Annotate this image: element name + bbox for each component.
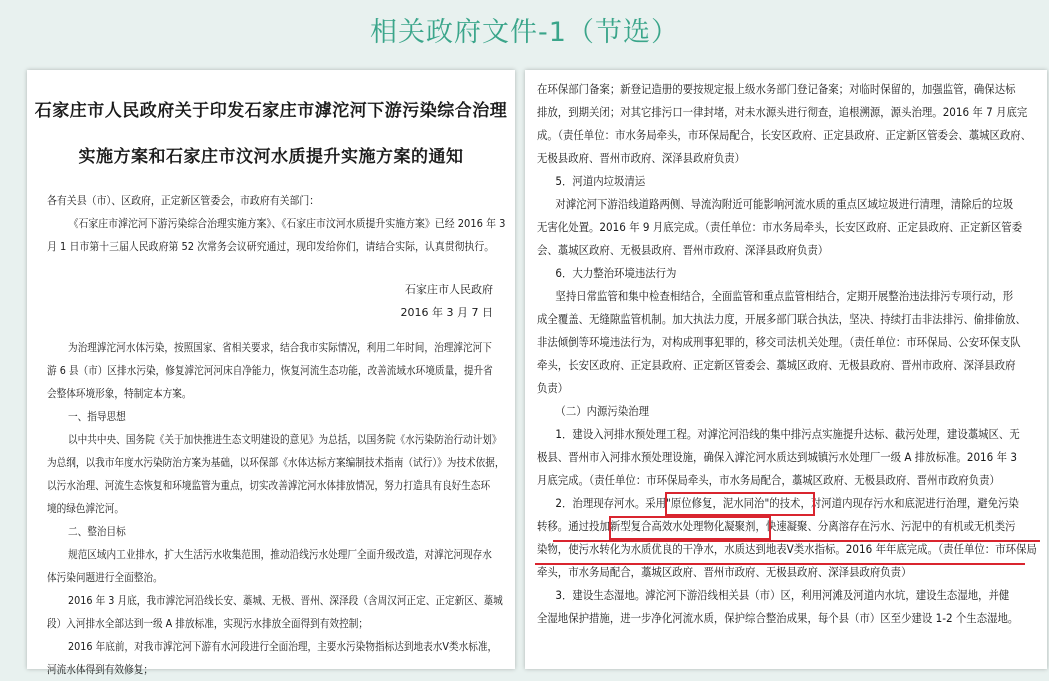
document-title-line-2: 实施方案和石家庄市汶河水质提升实施方案的通知 (78, 147, 464, 167)
text-line: 以污水治理、河流生态恢复和环境监管为重点，切实改善滹沱河水体排放情况，努力打造具有良好生态环 (47, 479, 491, 492)
highlighted-text-line: 染物，使污水转化为水质优良的干净水，水质达到地表Ⅴ类水指标。2016 年年底完成。（责任单位：市环保局 (537, 543, 1037, 556)
text-line: 境的绿色滹沱河。 (47, 502, 125, 515)
text-line: 会整体环境形象，特制定本方案。 (47, 387, 192, 400)
text-line: 为治理滹沱河水体污染，按照国家、省相关要求，结合我市实际情况，利用二年时间，治理滹沱河下 (68, 341, 492, 354)
text-line: 各有关县（市）、区政府，正定新区管委会，市政府有关部门： (47, 194, 320, 207)
highlight-box-technique (665, 492, 815, 516)
section-heading: 二、整治目标 (68, 525, 126, 538)
slide-title: 相关政府文件-1（节选） (370, 17, 679, 48)
text-line: 游 6 县（市）区排水污染，修复滹沱河河床自净能力，恢复河流生态功能，改善流域水环境质量，提升省 (47, 364, 493, 377)
section-heading: （二）内源污染治理 (555, 405, 650, 418)
text-line: 成。（责任单位：市水务局牵头，市环保局配合，长安区政府、正定县政府、正定新区管委会、藁城区政府、 (537, 129, 1032, 142)
body-text (537, 78, 1037, 630)
text-line: 2016 年 3 月底，我市滹沱河沿线长安、藁城、无极、晋州、深泽段（含周汉河正定、正定新区、藁城 (68, 594, 503, 607)
right-document-page (525, 70, 1047, 669)
text-line: 规范区域内工业排水，扩大生活污水收集范围，推动沿线污水处理厂全面升级改造，对滹沱河现存水 (68, 548, 492, 561)
text-line: 体污染问题进行全面整治。 (47, 571, 163, 584)
section-heading: 6．大力整治环境违法行为 (555, 267, 677, 280)
text-line: 全湿地保护措施，进一步净化河流水质，保护综合整治成果，每个县（市）区至少建设 1-2 个生态湿地。 (537, 612, 1019, 625)
underline-highlight (535, 563, 1025, 565)
left-document-page (27, 70, 515, 676)
intro-paragraph (47, 189, 505, 258)
text-line: 对滹沱河下游沿线道路两侧、导流沟附近可能影响河流水质的重点区域垃圾进行清理，清除后的垃圾 (555, 198, 1014, 211)
text-line: 月底完成。（责任单位：市环保局牵头，市水务局配合，藁城区政府、无极县政府、晋州市政府负责） (537, 474, 1000, 487)
text-line: 《石家庄市滹沱河下游污染综合治理实施方案》、《石家庄市汶河水质提升实施方案》已经 2016 年 3 (68, 217, 506, 230)
signature-org: 石家庄市人民政府 (405, 283, 493, 296)
text-line: 段）入河排水全部达到一级 A 排放标准，实现污水排放全面得到有效控制； (47, 617, 368, 630)
text-line: 负责） (537, 382, 569, 395)
text-line: 会、藁城区政府、无极县政府、晋州市政府、深泽县政府负责） (537, 244, 829, 257)
body-text (47, 336, 505, 681)
text-line: 无极县政府、晋州市政府、深泽县政府负责） (537, 152, 746, 165)
text-line: 无害化处置。2016 年 9 月底完成。（责任单位：市水务局牵头，长安区政府、正定县政府、正定新区管委 (537, 221, 1023, 234)
document-title-line-1: 石家庄市人民政府关于印发石家庄市滹沱河下游污染综合治理 (34, 101, 508, 121)
text-line: 非法倾倒等环境违法行为，对构成刑事犯罪的，移交司法机关处理。（责任单位：市环保局、公安环保支队 (537, 336, 1021, 349)
text-line: 月 1 日市第十三届人民政府第 52 次常务会议研究通过，现印发给你们，请结合实际，认真贯彻执行。 (47, 240, 495, 253)
text-line: 排放，到期关闭；对其它排污口一律封堵，对未水源头进行彻查，追根溯源，源头治理。2016 年 7 月底完 (537, 106, 1028, 119)
highlight-box-coagulant (609, 516, 771, 540)
text-line: 在环保部门备案；新登记造册的要按规定报上级水务部门登记备案；对临时保留的，加强监管，确保达标 (537, 83, 1016, 96)
text-line: 成全覆盖、无缝隙监管机制。加大执法力度，开展多部门联合执法，坚决、持续打击非法排污、偷排偷放、 (537, 313, 1026, 326)
text-line: 牵头，长安区政府、正定县政府、正定新区管委会、藁城区政府、无极县政府、晋州市政府、深泽县政府 (537, 359, 1016, 372)
signature-date: 2016 年 3 月 7 日 (400, 306, 493, 319)
text-line: 牵头，市水务局配合，藁城区政府、晋州市政府、无极县政府、深泽县政府负责） (537, 566, 912, 579)
text-line: 极县、晋州市入河排水预处理设施，确保入滹沱河水质达到城镇污水处理厂一级 A 排放标准。2016 年 3 (537, 451, 1017, 464)
text-line: 1．建设入河排水预处理工程。对滹沱河沿线的集中排污点实施提升达标、截污处理，建设藁城区、无 (555, 428, 1020, 441)
signature-block (401, 278, 493, 324)
section-heading: 5．河道内垃圾清运 (555, 175, 646, 188)
section-heading: 一、指导思想 (68, 410, 126, 423)
text-line: 2016 年底前，对我市滹沱河下游有水河段进行全面治理，主要水污染物指标达到地表水Ⅴ类水标准， (68, 640, 498, 653)
text-line: 坚持日常监管和集中检查相结合，全面监管和重点监管相结合，定期开展整治违法排污专项行动，形 (555, 290, 1014, 303)
highlighted-text-line: 转移。通过投加新型复合高效水处理物化凝聚剂，快速凝聚、分离溶存在污水、污泥中的有机或无机类污 (537, 520, 1016, 533)
highlighted-text-line: 2．治理现存河水。采用"原位修复，泥水同治"的技术，对河道内现存污水和底泥进行治理，避免污染 (555, 497, 1019, 510)
text-line: 为总纲，以我市年度水污染防治方案为基础，以环保部《水体达标方案编制技术指南（试行）》为技术依据， (47, 456, 505, 469)
text-line: 3．建设生态湿地。滹沱河下游沿线相关县（市）区，利用河滩及河道内水坑，建设生态湿地，并健 (555, 589, 1010, 602)
underline-highlight (553, 540, 1040, 542)
text-line: 以中共中央、国务院《关于加快推进生态文明建设的意见》为总括，以国务院《水污染防治行动计划》 (68, 433, 502, 446)
text-line: 河流水体得到有效修复； (47, 663, 153, 676)
